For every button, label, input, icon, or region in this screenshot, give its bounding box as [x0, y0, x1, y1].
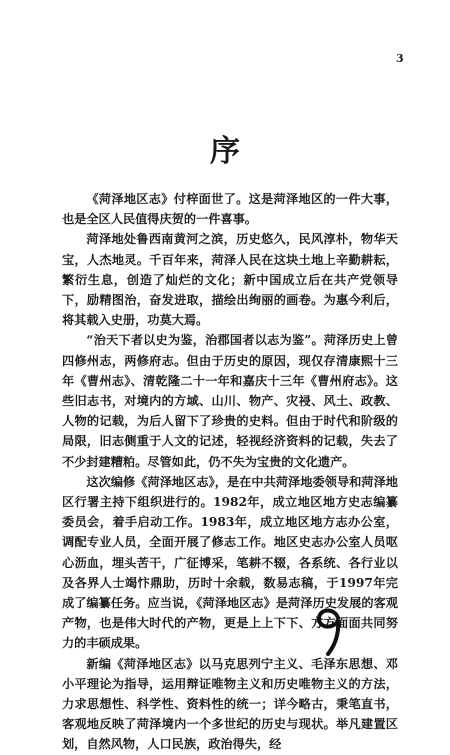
page-number: 3: [396, 52, 404, 65]
paragraph: 新编《菏泽地区志》以马克思列宁主义、毛泽东思想、邓小平理论为指导，运用辩证唯物主义和历史唯物主义的方法，力求思想性、科学性、资料性的统一；详今略古，秉笔直书，客观地反映了菏泽境内一个多世纪的历史与现状。举凡建置区划，自然风物，人口民族，政治得失，经: [62, 656, 398, 752]
paragraph: “治天下者以史为鉴，治郡国者以志为鉴”。菏泽历史上曾四修州志，两修府志。但由于历史的原因，现仅存清康熙十三年《曹州志》、清乾隆二十一年和嘉庆十三年《曹州府志》。这些旧志书，对境内的方域、山川、物产、灾祲、风土、政教、人物的记载，为后人留下了珍贵的史料。但由于时代和阶级的局限，旧志侧重于人文的记述，轻视经济资料的记载，失去了不少封建糟粕。尽管如此，仍不失为宝贵的文化遗产。: [62, 333, 398, 469]
handwritten-mark: [308, 604, 348, 656]
paragraph: 菏泽地处鲁西南黄河之滨，历史悠久，民风淳朴，物华天宝，人杰地灵。千百年来，菏泽人民在这块土地上辛勤耕耘，繁衍生息，创造了灿烂的文化；新中国成立后在共产党领导下，励精图治，奋发进取，描绘出绚丽的画卷。为惠今利后，将其载入史册，功莫大焉。: [62, 232, 398, 328]
paragraph: 这次编修《菏泽地区志》，是在中共菏泽地委领导和菏泽地区行署主持下组织进行的。1982年，成立地区地方史志编纂委员会，着手启动工作。1983年，成立地区地方志办公室，调配专业人员，全面开展了修志工作。地区史志办公室人员呕心沥血，埋头苦干，广征博采，笔耕不辍，各系统、各行业以及各界人士竭忭鼎助，历时十余载，数易志稿，于1997年完成了编纂任务。应当说，《菏泽地区志》是菏泽历史发展的客观产物，也是伟大时代的产物，更是上上下下、方方面面共同努力的丰硕成果。: [62, 474, 398, 651]
paragraph: 《菏泽地区志》付梓面世了。这是菏泽地区的一件大事，也是全区人民值得庆贺的一件喜事。: [62, 192, 398, 227]
body-text: [62, 189, 398, 755]
page-title: 序: [210, 134, 240, 169]
